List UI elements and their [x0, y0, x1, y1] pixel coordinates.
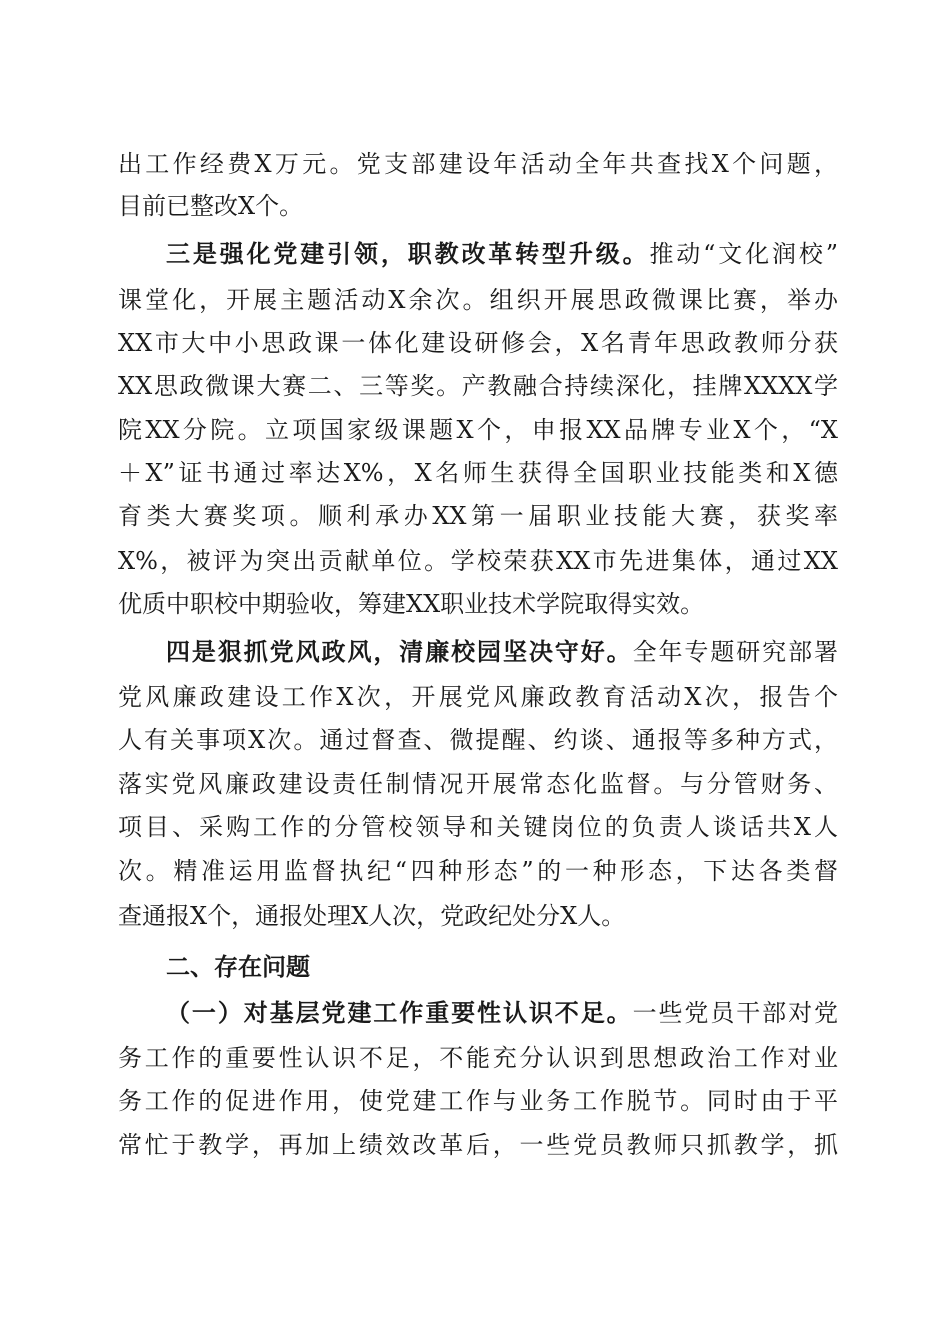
paragraph-line: 务工作的重要性认识不足，不能充分认识到思想政治工作对业 [118, 1044, 838, 1072]
paragraph-line: XX思政微课大赛二、三等奖。产教融合持续深化，挂牌XXXX学 [118, 372, 838, 400]
paragraph-line: 课堂化，开展主题活动X余次。组织开展思政微课比赛，举办 [118, 286, 838, 314]
paragraph-line: 项目、采购工作的分管校领导和关键岗位的负责人谈话共X人 [118, 813, 838, 841]
paragraph-line: 人有关事项X次。通过督查、微提醒、约谈、通报等多种方式， [118, 726, 838, 754]
paragraph-three-lead: 三是强化党建引领，职教改革转型升级。 [166, 240, 650, 268]
paragraph-line: 目前已整改X个。 [118, 192, 304, 220]
paragraph-line: 党风廉政建设工作X次，开展党风廉政教育活动X次，报告个 [118, 683, 838, 711]
paragraph-four-first-line [118, 632, 838, 672]
paragraph-line: 常忙于教学，再加上绩效改革后，一些党员教师只抓教学，抓 [118, 1131, 838, 1159]
paragraph-line: 优质中职校中期验收，筹建XX职业技术学院取得实效。 [118, 590, 705, 618]
paragraph-line: 查通报X个，通报处理X人次，党政纪处分X人。 [118, 902, 626, 930]
paragraph-three-first-line-rest: 推动“文化润校” [649, 240, 838, 268]
paragraph-four-lead: 四是狠抓党风政风，清廉校园坚决守好。 [166, 638, 633, 666]
paragraph-line: 次。精准运用监督执纪“四种形态”的一种形态，下达各类督 [118, 857, 838, 885]
paragraph-line: ＋X”证书通过率达X%，X名师生获得全国职业技能类和X德 [118, 459, 838, 487]
paragraph-line: 落实党风廉政建设责任制情况开展常态化监督。与分管财务、 [118, 770, 838, 798]
problem-one-lead: （一）对基层党建工作重要性认识不足。 [166, 999, 633, 1027]
problem-one-first-line [118, 993, 838, 1033]
paragraph-line: 务工作的促进作用，使党建工作与业务工作脱节。同时由于平 [118, 1087, 838, 1115]
paragraph-three-first-line [118, 234, 838, 274]
paragraph-line: X%，被评为突出贡献单位。学校荣获XX市先进集体，通过XX [118, 547, 838, 575]
paragraph-line: 育类大赛奖项。顺利承办XX第一届职业技能大赛，获奖率 [118, 502, 838, 530]
section-heading: 二、存在问题 [166, 953, 310, 981]
paragraph-line: 出工作经费X万元。党支部建设年活动全年共查找X个问题， [118, 150, 838, 178]
paragraph-four-first-line-rest: 全年专题研究部署 [632, 638, 839, 666]
paragraph-line: XX市大中小思政课一体化建设研修会，X名青年思政教师分获 [118, 329, 838, 357]
problem-one-first-line-rest: 一些党员干部对党 [632, 999, 839, 1027]
paragraph-line: 院XX分院。立项国家级课题X个，申报XX品牌专业X个，“X [118, 416, 838, 444]
